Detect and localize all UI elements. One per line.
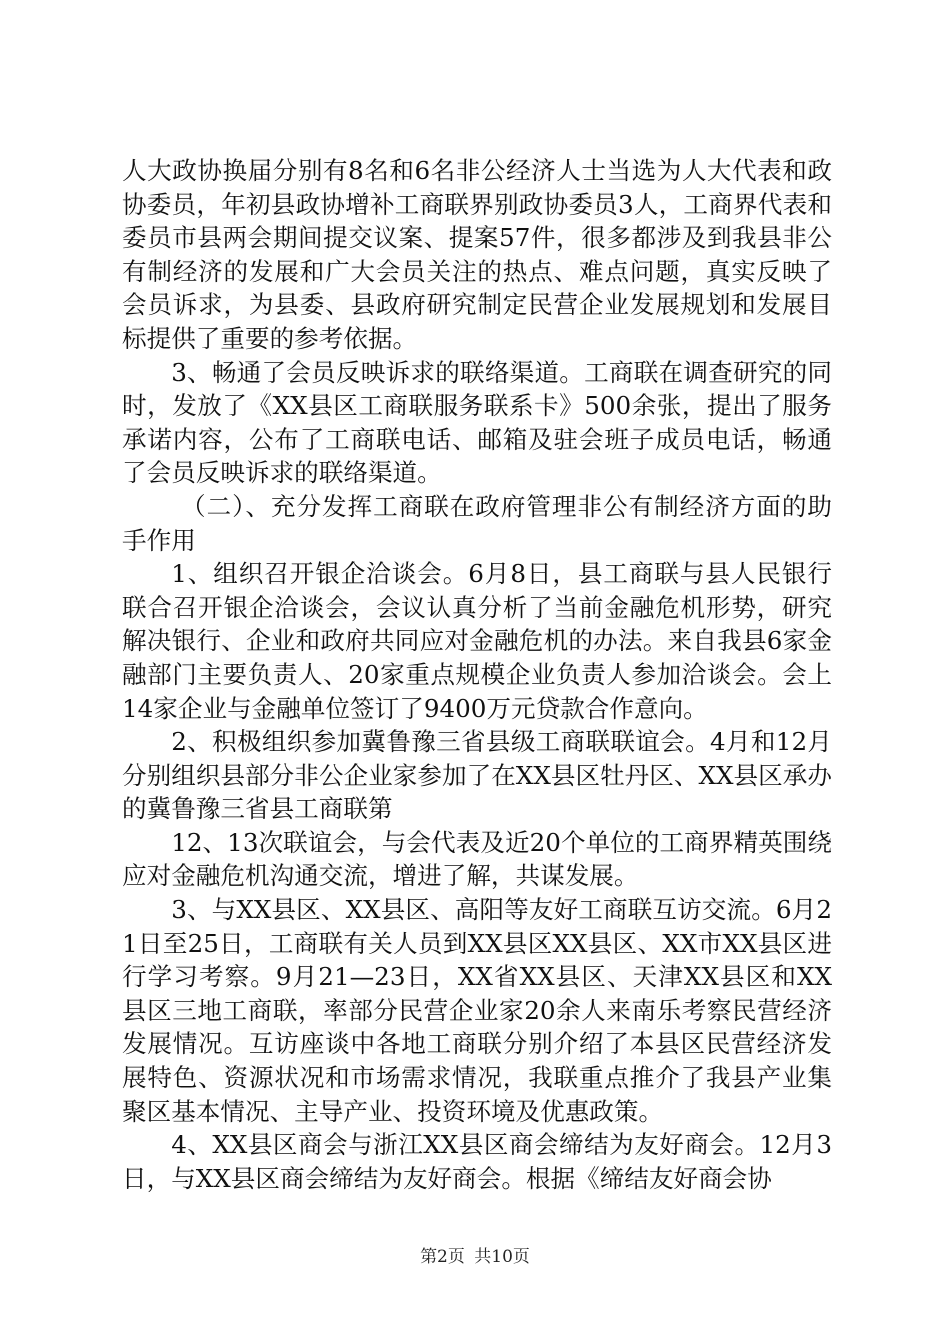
paragraph-6: 3、与XX县区、XX县区、高阳等友好工商联互访交流。6月21日至25日，工商联有关人员到XX县区XX县区、XX市XX县区进行学习考察。9月21—23日，XX省XX县区、天津XX县区和XX县区三地工商联，率部分民营企业家20余人来南乐考察民营经济发展情况。互访座谈中各地工商联分别介绍了本县区民营经济发展特色、资源状况和市场需求情况，我联重点推介了我县产业集聚区基本情况、主导产业、投资环境及优惠政策。 xyxy=(122,895,832,1126)
page-total: 共10页 xyxy=(474,1247,530,1267)
paragraph-7: 4、XX县区商会与浙江XX县区商会缔结为友好商会。12月3日，与XX县区商会缔结为友好商会。根据《缔结友好商会协 xyxy=(122,1130,832,1193)
document-body xyxy=(122,154,832,1195)
paragraph-3: 1、组织召开银企洽谈会。6月8日，县工商联与县人民银行联合召开银企洽谈会，会议认真分析了当前金融危机形势，研究解决银行、企业和政府共同应对金融危机的办法。来自我县6家金融部门主要负责人、20家重点规模企业负责人参加洽谈会。会上14家企业与金融单位签订了9400万元贷款合作意向。 xyxy=(122,559,832,723)
paragraph-2: 3、畅通了会员反映诉求的联络渠道。工商联在调查研究的同时，发放了《XX县区工商联服务联系卡》500余张，提出了服务承诺内容，公布了工商联电话、邮箱及驻会班子成员电话，畅通了会员反映诉求的联络渠道。 xyxy=(122,357,832,488)
paragraph-4: 2、积极组织参加冀鲁豫三省县级工商联联谊会。4月和12月分别组织县部分非公企业家参加了在XX县区牡丹区、XX县区承办的冀鲁豫三省县工商联第 xyxy=(122,727,832,824)
paragraph-1: 人大政协换届分别有8名和6名非公经济人士当选为人大代表和政协委员，年初县政协增补工商联界别政协委员3人，工商界代表和委员市县两会期间提交议案、提案57件，很多都涉及到我县非公有制经济的发展和广大会员关注的热点、难点问题，真实反映了会员诉求，为县委、县政府研究制定民营企业发展规划和发展目标提供了重要的参考依据。 xyxy=(122,156,832,353)
page-number: 第2页 xyxy=(420,1247,465,1267)
page-footer xyxy=(0,1242,950,1267)
paragraph-5: 12、13次联谊会，与会代表及近20个单位的工商界精英围绕应对金融危机沟通交流，增进了解，共谋发展。 xyxy=(122,827,832,891)
section-heading: （二）、充分发挥工商联在政府管理非公有制经济方面的助手作用 xyxy=(122,491,832,555)
